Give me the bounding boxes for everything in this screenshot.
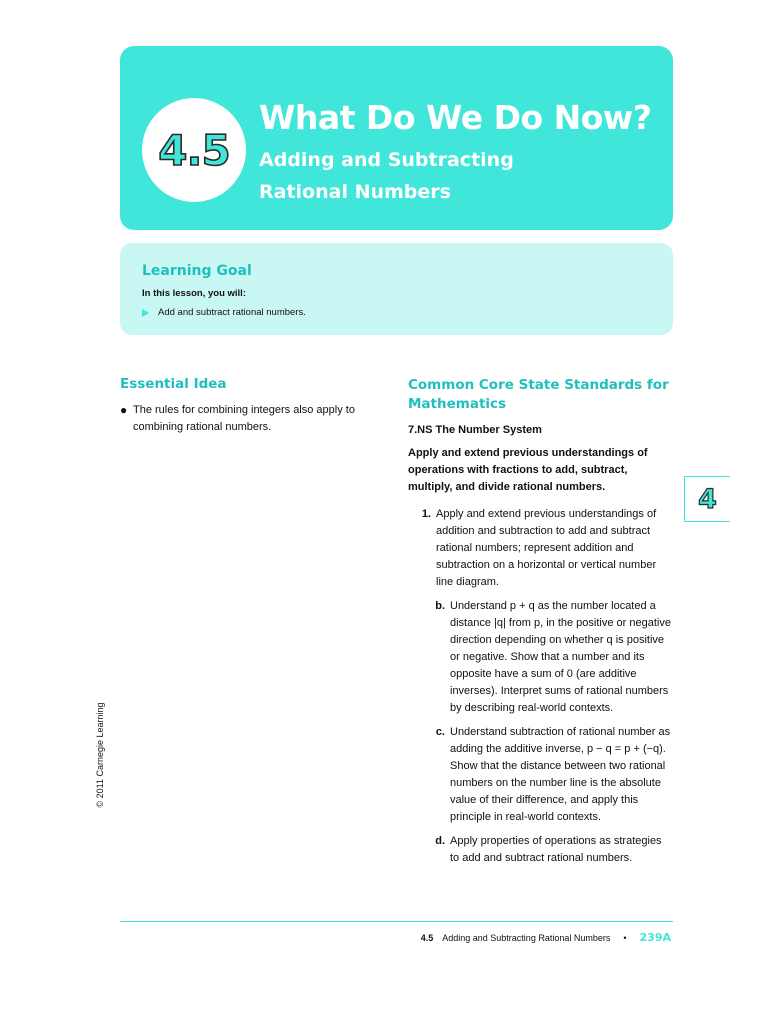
lesson-subtitle: Adding and Subtracting Rational Numbers bbox=[259, 149, 514, 203]
lesson-title: What Do We Do Now? bbox=[259, 98, 652, 137]
standard-subitem-text: Apply properties of operations as strategies to add and subtract rational numbers. bbox=[450, 835, 662, 864]
chapter-number: 4 bbox=[698, 483, 717, 515]
standard-subitem-label: d. bbox=[435, 835, 445, 847]
standard-item-text: Apply and extend previous understandings of addition and subtraction to add and subtract rational numbers; represent addition and subtraction on a horizontal or vertical number line diagram. bbox=[436, 508, 657, 588]
learning-goal-item bbox=[142, 307, 306, 318]
standard-subitem bbox=[422, 833, 673, 867]
learning-goal-intro: In this lesson, you will: bbox=[142, 288, 246, 299]
essential-idea-section bbox=[120, 375, 370, 436]
essential-idea-item-text: The rules for combining integers also apply to combining rational numbers. bbox=[133, 404, 355, 433]
standard-subitem-label: b. bbox=[435, 600, 445, 612]
lesson-number-badge bbox=[142, 98, 246, 202]
standard-subitem bbox=[422, 598, 673, 717]
standard-subitem-label: c. bbox=[435, 726, 445, 738]
triangle-bullet-icon bbox=[142, 309, 149, 317]
bullet-dot-icon: ● bbox=[120, 403, 128, 417]
standard-subitem bbox=[422, 724, 673, 826]
footer-separator: • bbox=[623, 932, 627, 943]
lesson-header bbox=[120, 46, 673, 230]
learning-goal-box bbox=[120, 243, 673, 335]
footer-lesson-title: Adding and Subtracting Rational Numbers bbox=[442, 932, 611, 943]
lesson-number: 4.5 bbox=[158, 125, 230, 175]
page-footer bbox=[421, 931, 671, 944]
copyright-notice: © 2011 Carnegie Learning bbox=[95, 702, 105, 808]
learning-goal-heading: Learning Goal bbox=[142, 263, 252, 279]
essential-idea-heading: Essential Idea bbox=[120, 376, 227, 392]
page-number: 239A bbox=[639, 931, 671, 944]
standard-subitem-text: Understand p + q as the number located a distance |q| from p, in the positive or negative direction depending on whether q is positive or negative. Show that a number and its opposite have a sum of 0 (are additive inverses). Interpret sums of rational numbers by describing real-world contexts. bbox=[450, 600, 671, 714]
standards-description: Apply and extend previous understandings of operations with fractions to add, subtract, multiply, and divide rational numbers. bbox=[408, 447, 648, 493]
standard-subitem-text: Understand subtraction of rational number as adding the additive inverse, p − q = p + (−q). Show that the distance between two rational numbers on the number line is the absolute value of their difference, and apply this principle in real-world contexts. bbox=[450, 726, 671, 823]
footer-lesson-number: 4.5 bbox=[420, 932, 434, 943]
essential-idea-item bbox=[120, 402, 370, 436]
footer-divider bbox=[120, 921, 673, 922]
standard-item-number: 1. bbox=[421, 508, 431, 520]
chapter-tab bbox=[684, 476, 730, 522]
standards-section bbox=[408, 376, 673, 867]
learning-goal-item-text: Add and subtract rational numbers. bbox=[158, 307, 306, 318]
standards-heading: Common Core State Standards for Mathematics bbox=[408, 377, 669, 412]
standard-item bbox=[408, 506, 673, 591]
standards-code: 7.NS The Number System bbox=[408, 424, 542, 436]
